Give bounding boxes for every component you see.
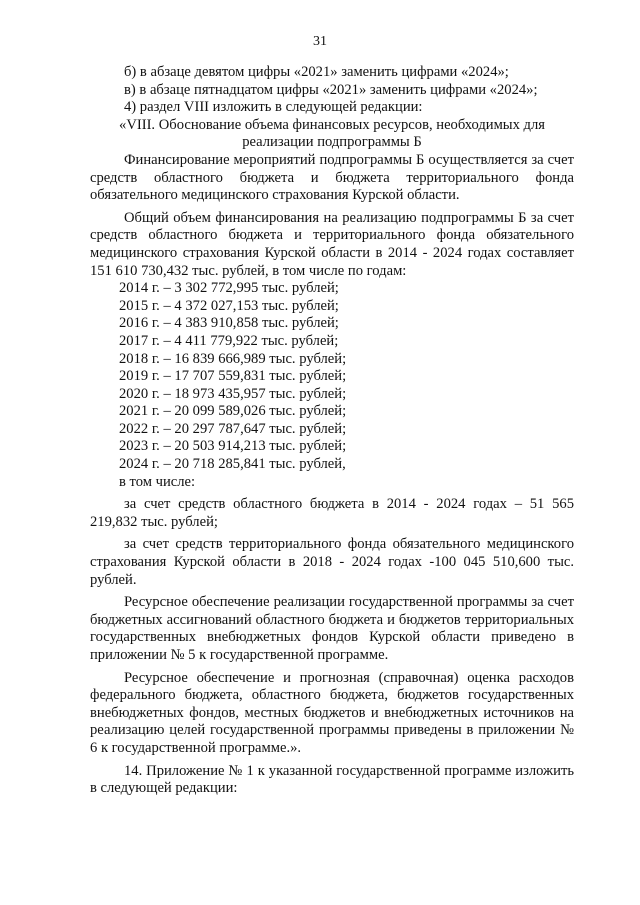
year-amount-2021: 2021 г. – 20 099 589,026 тыс. рублей; — [119, 403, 347, 420]
financing-sources-paragraph: Финансирование мероприятий подпрограммы Б осуществляется за счет средств областного бюджета и бюджета территориального фонда обязательного медицинского страхования Курской области. — [90, 151, 574, 204]
year-amount-2017: 2017 г. – 4 411 779,922 тыс. рублей; — [119, 332, 339, 349]
appendix-amendment-paragraph: 14. Приложение № 1 к указанной государственной программе изложить в следующей редакции: — [90, 762, 574, 797]
year-amount-2018: 2018 г. – 16 839 666,989 тыс. рублей; — [119, 350, 347, 367]
document-body — [90, 64, 574, 798]
section-heading-line-1: «VIII. Обоснование объема финансовых ресурсов, необходимых для — [119, 116, 545, 133]
resource-provision-paragraph: Ресурсное обеспечение реализации государственной программы за счет бюджетных ассигнований областного бюджета и бюджетов территориальных государственных внебюджетных фондов Курской области приведено в приложении № 5 к государственной программе. — [90, 594, 574, 663]
regional-budget-breakdown: за счет средств областного бюджета в 2014 - 2024 годах – 51 565 219,832 тыс. рублей; — [90, 496, 574, 530]
amendment-item-4: 4) раздел VIII изложить в следующей редакции: — [124, 99, 423, 116]
amendment-item-b: б) в абзаце девятом цифры «2021» заменить цифрами «2024»; — [124, 64, 509, 80]
section-heading-line-2: реализации подпрограммы Б — [242, 134, 422, 151]
amendment-item-v: в) в абзаце пятнадцатом цифры «2021» заменить цифрами «2024»; — [124, 81, 538, 98]
including-label: в том числе: — [119, 473, 196, 490]
year-amount-2020: 2020 г. – 18 973 435,957 тыс. рублей; — [119, 385, 347, 402]
year-amount-2024: 2024 г. – 20 718 285,841 тыс. рублей, — [119, 456, 346, 473]
resource-forecast-paragraph: Ресурсное обеспечение и прогнозная (справочная) оценка расходов федерального бюджета, областного бюджета, бюджетов государственных внебюджетных фондов, местных бюджетов и внебюджетных источников на реализацию целей государственной программы приведены в приложении № 6 к государственной программе.». — [90, 669, 574, 756]
year-amount-2014: 2014 г. – 3 302 772,995 тыс. рублей; — [119, 280, 339, 297]
year-amount-2015: 2015 г. – 4 372 027,153 тыс. рублей; — [119, 297, 339, 314]
yearly-amounts-list — [90, 280, 574, 474]
year-amount-2022: 2022 г. – 20 297 787,647 тыс. рублей; — [119, 420, 347, 437]
year-amount-2016: 2016 г. – 4 383 910,858 тыс. рублей; — [119, 315, 339, 332]
year-amount-2019: 2019 г. – 17 707 559,831 тыс. рублей; — [119, 368, 347, 385]
year-amount-2023: 2023 г. – 20 503 914,213 тыс. рублей; — [119, 438, 347, 455]
insurance-fund-breakdown: за счет средств территориального фонда обязательного медицинского страхования Курской области в 2018 - 2024 годах -100 045 510,600 тыс. рублей. — [90, 536, 574, 588]
total-volume-paragraph: Общий объем финансирования на реализацию подпрограммы Б за счет средств областного бюджета и территориального фонда обязательного медицинского страхования Курской области в 2014 - 2024 годах составляет 151 610 730,432 тыс. рублей, в том числе по годам: — [90, 209, 574, 279]
page-number: 31 — [313, 34, 327, 49]
